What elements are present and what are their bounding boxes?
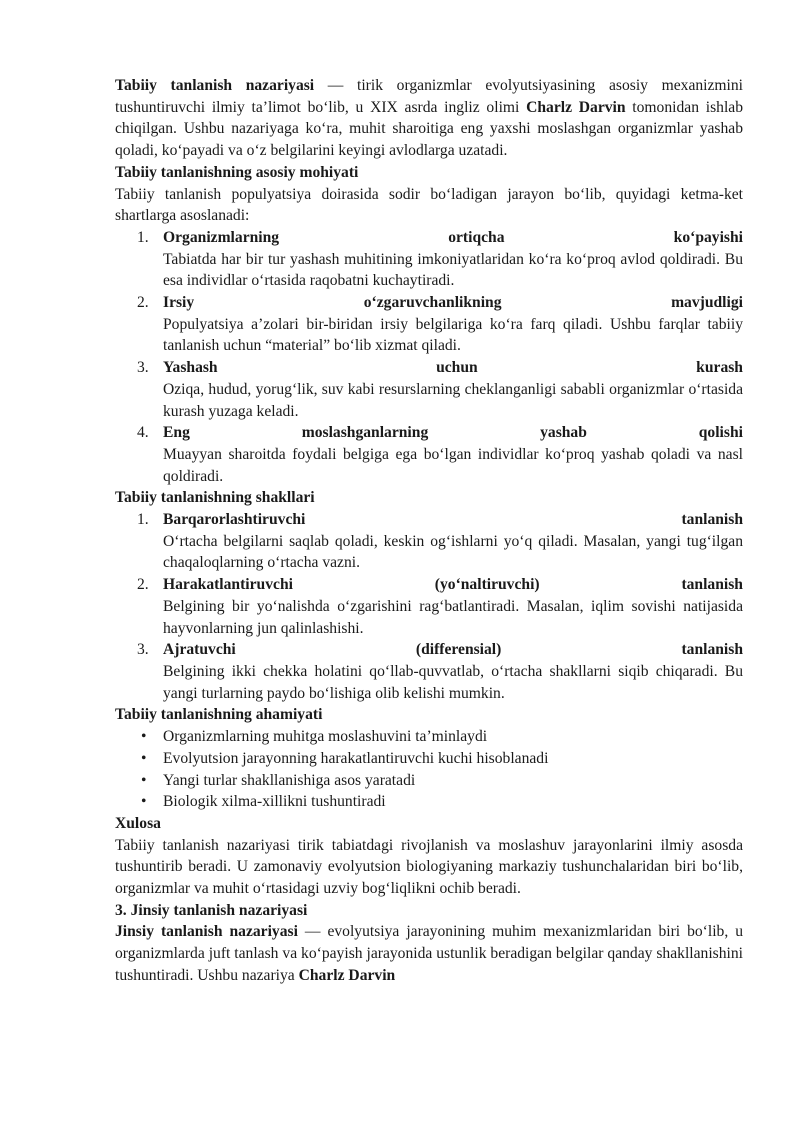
essence-intro: Tabiiy tanlanish populyatsiya doirasida sodir bo‘ladigan jarayon bo‘lib, quyidagi ketma-ket shartlarga asoslanadi: — [115, 185, 743, 225]
sexual-selection-term: Jinsiy tanlanish nazariyasi — [115, 923, 298, 941]
list-item-title — [163, 509, 743, 531]
list-item-number: 3. — [137, 641, 149, 659]
list-item-title-word: kurash — [696, 359, 743, 377]
list-item-title-word: Ajratuvchi — [163, 641, 236, 659]
list-item-title-word: (differensial) — [415, 641, 502, 659]
list-item-description: Belgining ikki chekka holatini qo‘llab-quvvatlab, o‘rtacha shakllarni siqib chiqaradi. Bu yangi turlarning paydo bo‘lishiga olib kelishi mumkin. — [163, 662, 743, 702]
document-page — [115, 75, 743, 987]
list-item-title-word: Yashash — [163, 359, 218, 377]
list-item — [115, 357, 743, 422]
bullet-item: • Biologik xilma-xillikni tushuntiradi — [115, 791, 743, 813]
list-item-title-word: ortiqcha — [448, 228, 505, 246]
list-item — [115, 639, 743, 704]
importance-list — [115, 726, 743, 813]
list-item-title-word: tanlanish — [681, 641, 743, 659]
list-item-description: Populyatsiya a’zolari bir-biridan irsiy belgilariga ko‘ra farq qiladi. Ushbu farqlar tabiiy tanlanish uchun “material” bo‘lib xizmat qiladi. — [163, 315, 743, 355]
sexual-selection-heading: 3. Jinsiy tanlanish nazariyasi — [115, 901, 308, 919]
list-item-description: Tabiatda har bir tur yashash muhitining imkoniyatlaridan ko‘ra ko‘proq avlod qoldiradi. Bu esa individlar o‘rtasida raqobatni kuchaytiradi. — [163, 250, 743, 290]
sexual-selection-paragraph — [115, 921, 743, 986]
bullet-item: • Yangi turlar shakllanishiga asos yaratadi — [115, 770, 743, 792]
intro-paragraph — [115, 75, 743, 162]
list-item-title — [163, 639, 743, 661]
list-item-title — [163, 357, 743, 379]
list-item — [115, 422, 743, 487]
list-item-description: Belgining bir yo‘nalishda o‘zgarishini rag‘batlantiradi. Masalan, iqlim sovishi natijasida hayvonlarning jun qalinlashishi. — [163, 597, 743, 637]
intro-text-1: — tirik organizmlar evolyutsiyasining asosiy mexanizmini tushuntiruvchi ilmiy ta’limot bo‘lib, u XIX asrda ingliz olimi — [115, 77, 744, 116]
bullet-item: • Organizmlarning muhitga moslashuvini ta’minlaydi — [115, 726, 743, 748]
list-item-title — [163, 422, 743, 444]
importance-heading: Tabiiy tanlanishning ahamiyati — [115, 706, 323, 724]
list-item-title-word: uchun — [436, 359, 478, 377]
list-item-number: 1. — [137, 511, 149, 529]
list-item — [115, 227, 743, 292]
list-item-description: Oziqa, hudud, yorug‘lik, suv kabi resurslarning cheklanganligi sababli organizmlar o‘rtasida kurash yuzaga keladi. — [163, 380, 743, 420]
list-item-title-word: (yo‘naltiruvchi) — [434, 576, 540, 594]
list-item-number: 4. — [137, 424, 149, 442]
list-item-number: 3. — [137, 359, 149, 377]
bullet-item: • Evolyutsion jarayonning harakatlantiruvchi kuchi hisoblanadi — [115, 748, 743, 770]
essence-list — [115, 227, 743, 487]
list-item-title-word: Barqarorlashtiruvchi — [163, 511, 306, 529]
list-item-title-word: mavjudligi — [671, 294, 743, 312]
conclusion-heading: Xulosa — [115, 814, 161, 832]
conclusion-paragraph: Tabiiy tanlanish nazariyasi tirik tabiatdagi rivojlanish va moslashuv jarayonlarini ilmiy asosda tushuntirib beradi. U zamonaviy evolyutsion biologiyaning markaziy tushunchalaridan biri bo‘lib, organizmlar va muhit o‘rtasidagi uzviy bog‘liqlikni ochib beradi. — [115, 836, 743, 898]
list-item-title-word: tanlanish — [681, 576, 743, 594]
sexual-selection-author: Charlz Darvin — [298, 966, 396, 984]
list-item-title — [163, 227, 743, 249]
list-item-title-word: Irsiy — [163, 294, 195, 312]
list-item — [115, 509, 743, 574]
essence-heading: Tabiiy tanlanishning asosiy mohiyati — [115, 163, 359, 181]
list-item-title-word: o‘zgaruvchanlikning — [363, 294, 502, 312]
list-item-title-word: Harakatlantiruvchi — [163, 576, 293, 594]
list-item-description: Muayyan sharoitda foydali belgiga ega bo‘lgan individlar ko‘proq yashab qoladi va nasl qoldiradi. — [163, 445, 743, 485]
list-item-number: 2. — [137, 294, 149, 312]
intro-text-2: tomonidan ishlab chiqilgan. Ushbu nazariyaga ko‘ra, muhit sharoitiga eng yaxshi moslashgan organizmlar yashab qoladi, ko‘payadi va o‘z belgilarini keyingi avlodlarga uzatadi. — [115, 98, 743, 160]
intro-term: Tabiiy tanlanish nazariyasi — [115, 77, 315, 94]
list-item — [115, 292, 743, 357]
list-item-number: 1. — [137, 228, 149, 246]
list-item-title-word: qolishi — [698, 424, 743, 442]
list-item-title-word: Organizmlarning — [163, 228, 280, 246]
list-item-description: O‘rtacha belgilarni saqlab qoladi, keskin og‘ishlarni yo‘q qiladi. Masalan, yangi tug‘ilgan chaqaloqlarning o‘rtacha vazni. — [163, 532, 743, 572]
sexual-selection-text: — evolyutsiya jarayonining muhim mexanizmlaridan biri bo‘lib, u organizmlarda juft tanlash va ko‘payish jarayonida ustunlik beradigan belgilar qanday shakllanishini tushuntiradi. Ushbu nazariya — [115, 923, 743, 984]
list-item-title — [163, 574, 743, 596]
list-item-title-word: Eng — [163, 424, 190, 442]
forms-heading: Tabiiy tanlanishning shakllari — [115, 489, 315, 507]
list-item-title-word: moslashganlarning — [301, 424, 429, 442]
list-item-title-word: yashab — [540, 424, 587, 442]
list-item — [115, 574, 743, 639]
list-item-number: 2. — [137, 576, 149, 594]
list-item-title-word: tanlanish — [681, 511, 743, 529]
intro-author: Charlz Darvin — [526, 98, 626, 116]
list-item-title-word: ko‘payishi — [673, 228, 743, 246]
list-item-title — [163, 292, 743, 314]
forms-list — [115, 509, 743, 704]
